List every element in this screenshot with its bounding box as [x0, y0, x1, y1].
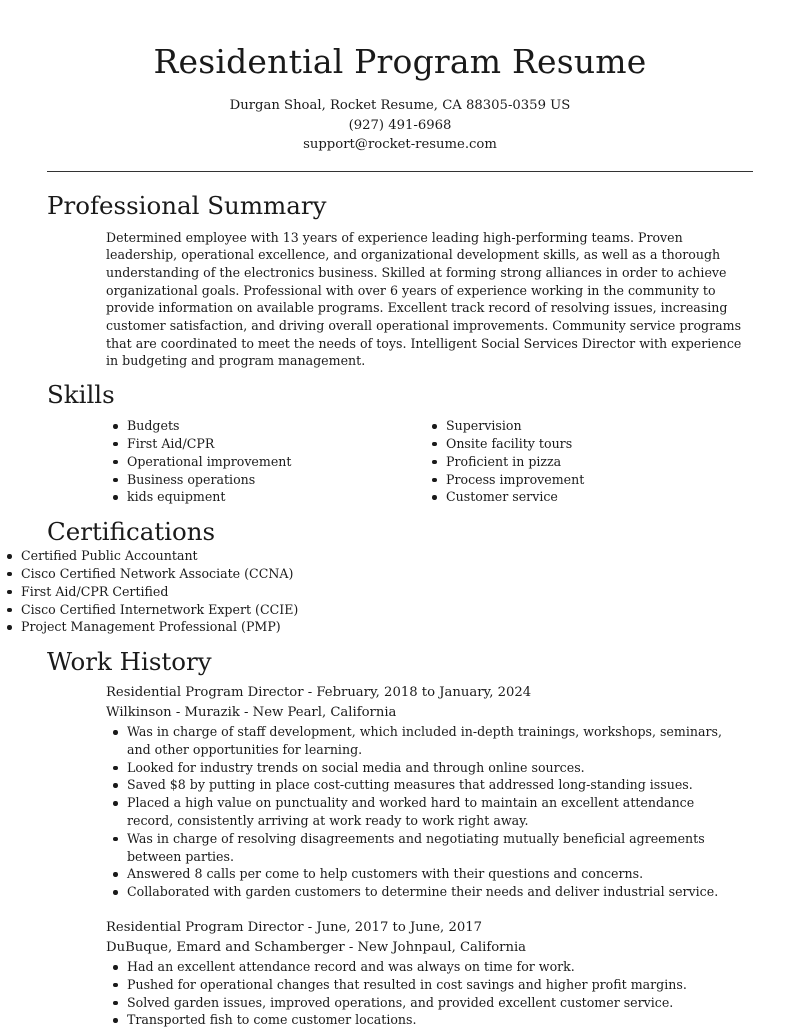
list-item: Customer service	[425, 488, 744, 506]
list-item: Proficient in pizza	[425, 453, 744, 471]
job-entry	[106, 918, 740, 1029]
list-item: Pushed for operational changes that resulted in cost savings and higher profit margins.	[106, 976, 740, 994]
list-item: Collaborated with garden customers to determine their needs and deliver industrial service.	[106, 883, 740, 901]
resume-title: Residential Program Resume	[153, 42, 647, 81]
contact-email: support@rocket-resume.com	[303, 137, 497, 152]
list-item: kids equipment	[106, 488, 425, 506]
list-item: Supervision	[425, 417, 744, 435]
list-item: Onsite facility tours	[425, 435, 744, 453]
list-item: Answered 8 calls per come to help customers with their questions and concerns.	[106, 865, 740, 883]
list-item: Cisco Certified Network Associate (CCNA)	[0, 565, 800, 583]
contact-address: Durgan Shoal, Rocket Resume, CA 88305-0359 US	[229, 98, 571, 113]
job-role-line: Residential Program Director - June, 2017 to June, 2017	[106, 920, 483, 936]
list-item: Was in charge of resolving disagreements and negotiating mutually beneficial agreements between parties.	[106, 830, 740, 866]
list-item: Was in charge of staff development, which included in-depth trainings, workshops, seminars, and other opportunities for learning.	[106, 723, 740, 759]
summary-section	[0, 191, 800, 371]
header-divider	[47, 171, 753, 172]
list-item: Cisco Certified Internetwork Expert (CCIE)	[0, 601, 800, 619]
list-item: Budgets	[106, 417, 425, 435]
job-bullet-list	[106, 723, 740, 901]
summary-heading: Professional Summary	[47, 190, 327, 220]
skills-right-list	[425, 417, 744, 506]
certifications-heading: Certifications	[47, 517, 216, 547]
list-item: Solved garden issues, improved operations, and provided excellent customer service.	[106, 994, 740, 1012]
list-item: Operational improvement	[106, 453, 425, 471]
skills-heading: Skills	[47, 380, 115, 410]
job-entry	[106, 683, 740, 901]
certifications-section	[0, 517, 800, 636]
list-item: First Aid/CPR	[106, 435, 425, 453]
contact-phone: (927) 491-6968	[348, 117, 452, 133]
job-role-line: Residential Program Director - February, 2018 to January, 2024	[106, 685, 532, 701]
summary-text: Determined employee with 13 years of experience leading high-performing teams. Proven leadership, operational excellence, and organizational development skills, as well as a thorough understanding of the electronics business. Skilled at forming strong alliances in order to achieve organizational goals. Professional with over 6 years of experience working in the community to provide information on available programs. Excellent track record of resolving issues, increasing customer satisfaction, and driving overall operational improvements. Community service programs that are coordinated to meet the needs of toys. Intelligent Social Services Director with experience in budgeting and program management.	[106, 229, 742, 369]
work-history-heading: Work History	[47, 647, 212, 677]
list-item: Looked for industry trends on social media and through online sources.	[106, 759, 740, 777]
list-item: Business operations	[106, 471, 425, 489]
list-item: Certified Public Accountant	[0, 547, 800, 565]
list-item: Had an excellent attendance record and was always on time for work.	[106, 958, 740, 976]
certifications-list	[0, 547, 800, 636]
list-item: Process improvement	[425, 471, 744, 489]
list-item: Saved $8 by putting in place cost-cutting measures that addressed long-standing issues.	[106, 776, 740, 794]
work-history-section	[0, 647, 800, 1029]
list-item: Transported fish to come customer locations.	[106, 1011, 740, 1029]
skills-columns	[106, 417, 800, 506]
list-item: First Aid/CPR Certified	[0, 583, 800, 601]
resume-header	[0, 0, 800, 155]
list-item: Placed a high value on punctuality and worked hard to maintain an excellent attendance record, consistently arriving at work ready to work right away.	[106, 794, 740, 830]
list-item: Project Management Professional (PMP)	[0, 618, 800, 636]
contact-block	[0, 96, 800, 155]
skills-section	[0, 380, 800, 506]
job-company-line: DuBuque, Emard and Schamberger - New Johnpaul, California	[106, 940, 527, 956]
job-bullet-list	[106, 958, 740, 1029]
skills-left-list	[106, 417, 425, 506]
job-company-line: Wilkinson - Murazik - New Pearl, California	[106, 705, 397, 721]
